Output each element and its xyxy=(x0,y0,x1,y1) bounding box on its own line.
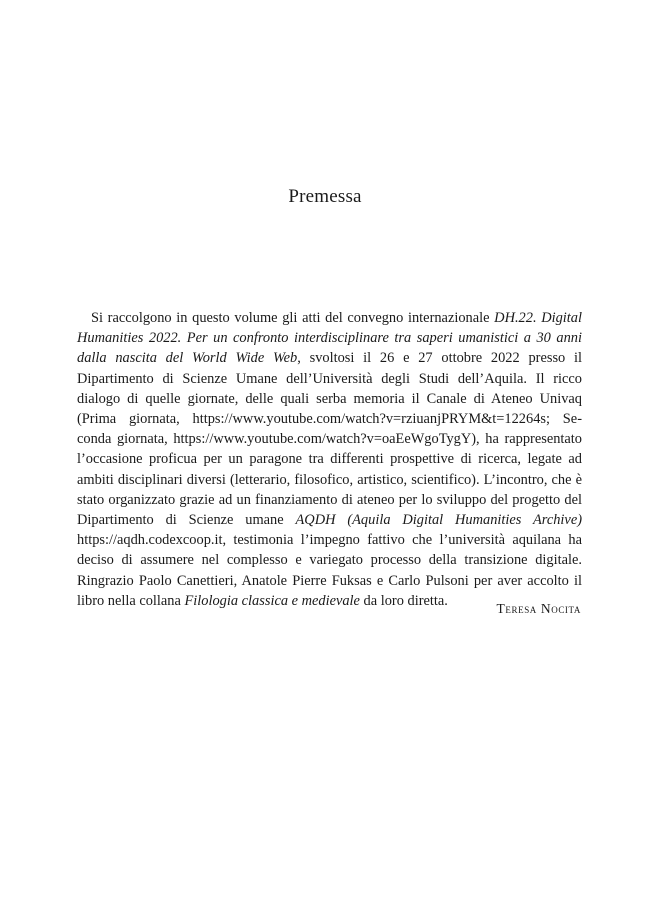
page-title: Premessa xyxy=(288,186,362,207)
body-text-segment-1: Si raccolgono in questo volume gli atti del convegno internazionale xyxy=(91,310,495,326)
body-paragraph xyxy=(77,308,582,611)
author-signature: Teresa Nocita xyxy=(496,601,581,616)
body-text-segment-3: https://aqdh.codexcoop.it, testimonia l’impegno fattivo che l’università aquilana ha deciso di assumere nel complesso e variegato processo della transizione digitale. Ringrazio Paolo Canettieri, Anatole Pierre Fuksas e Carlo Pulsoni per aver accolto il libro nella collana xyxy=(77,532,582,609)
series-name-italic: Filologia classica e medievale xyxy=(184,592,360,609)
project-name-italic: AQDH (Aquila Digital Humanities Archive) xyxy=(295,512,582,529)
conference-title-italic: DH.22. Digital Humanities 2022. Per un confronto interdisciplinare tra saperi umanistici a 30 anni dalla nascita del World Wide Web xyxy=(77,310,582,367)
body-text-segment-4: da loro diretta. xyxy=(359,592,448,609)
body-text-segment-2: , svoltosi il 26 e 27 ottobre 2022 presso il Dipartimento di Scienze Umane dell’Università degli Studi dell’Aquila. Il ricco dialogo di quelle giornate, delle quali serba memoria il Canale di Ateneo Univaq (Prima giornata, https://www.youtube.com/watch?v=rziuanjPRYM&t=12264s; Seconda giornata, https://www.youtube.com/watch?v=oaEeWgoTygY), ha rappresentato l’occasione proficua per un paragone tra differenti prospettive di ricerca, legate ad ambiti disciplinari diversi (letterario, filosofico, artistico, scientifico). L’incontro, che è stato organizzato grazie ad un finanziamento di ateneo per lo sviluppo del progetto del Dipartimento di Scienze umane xyxy=(77,350,582,529)
